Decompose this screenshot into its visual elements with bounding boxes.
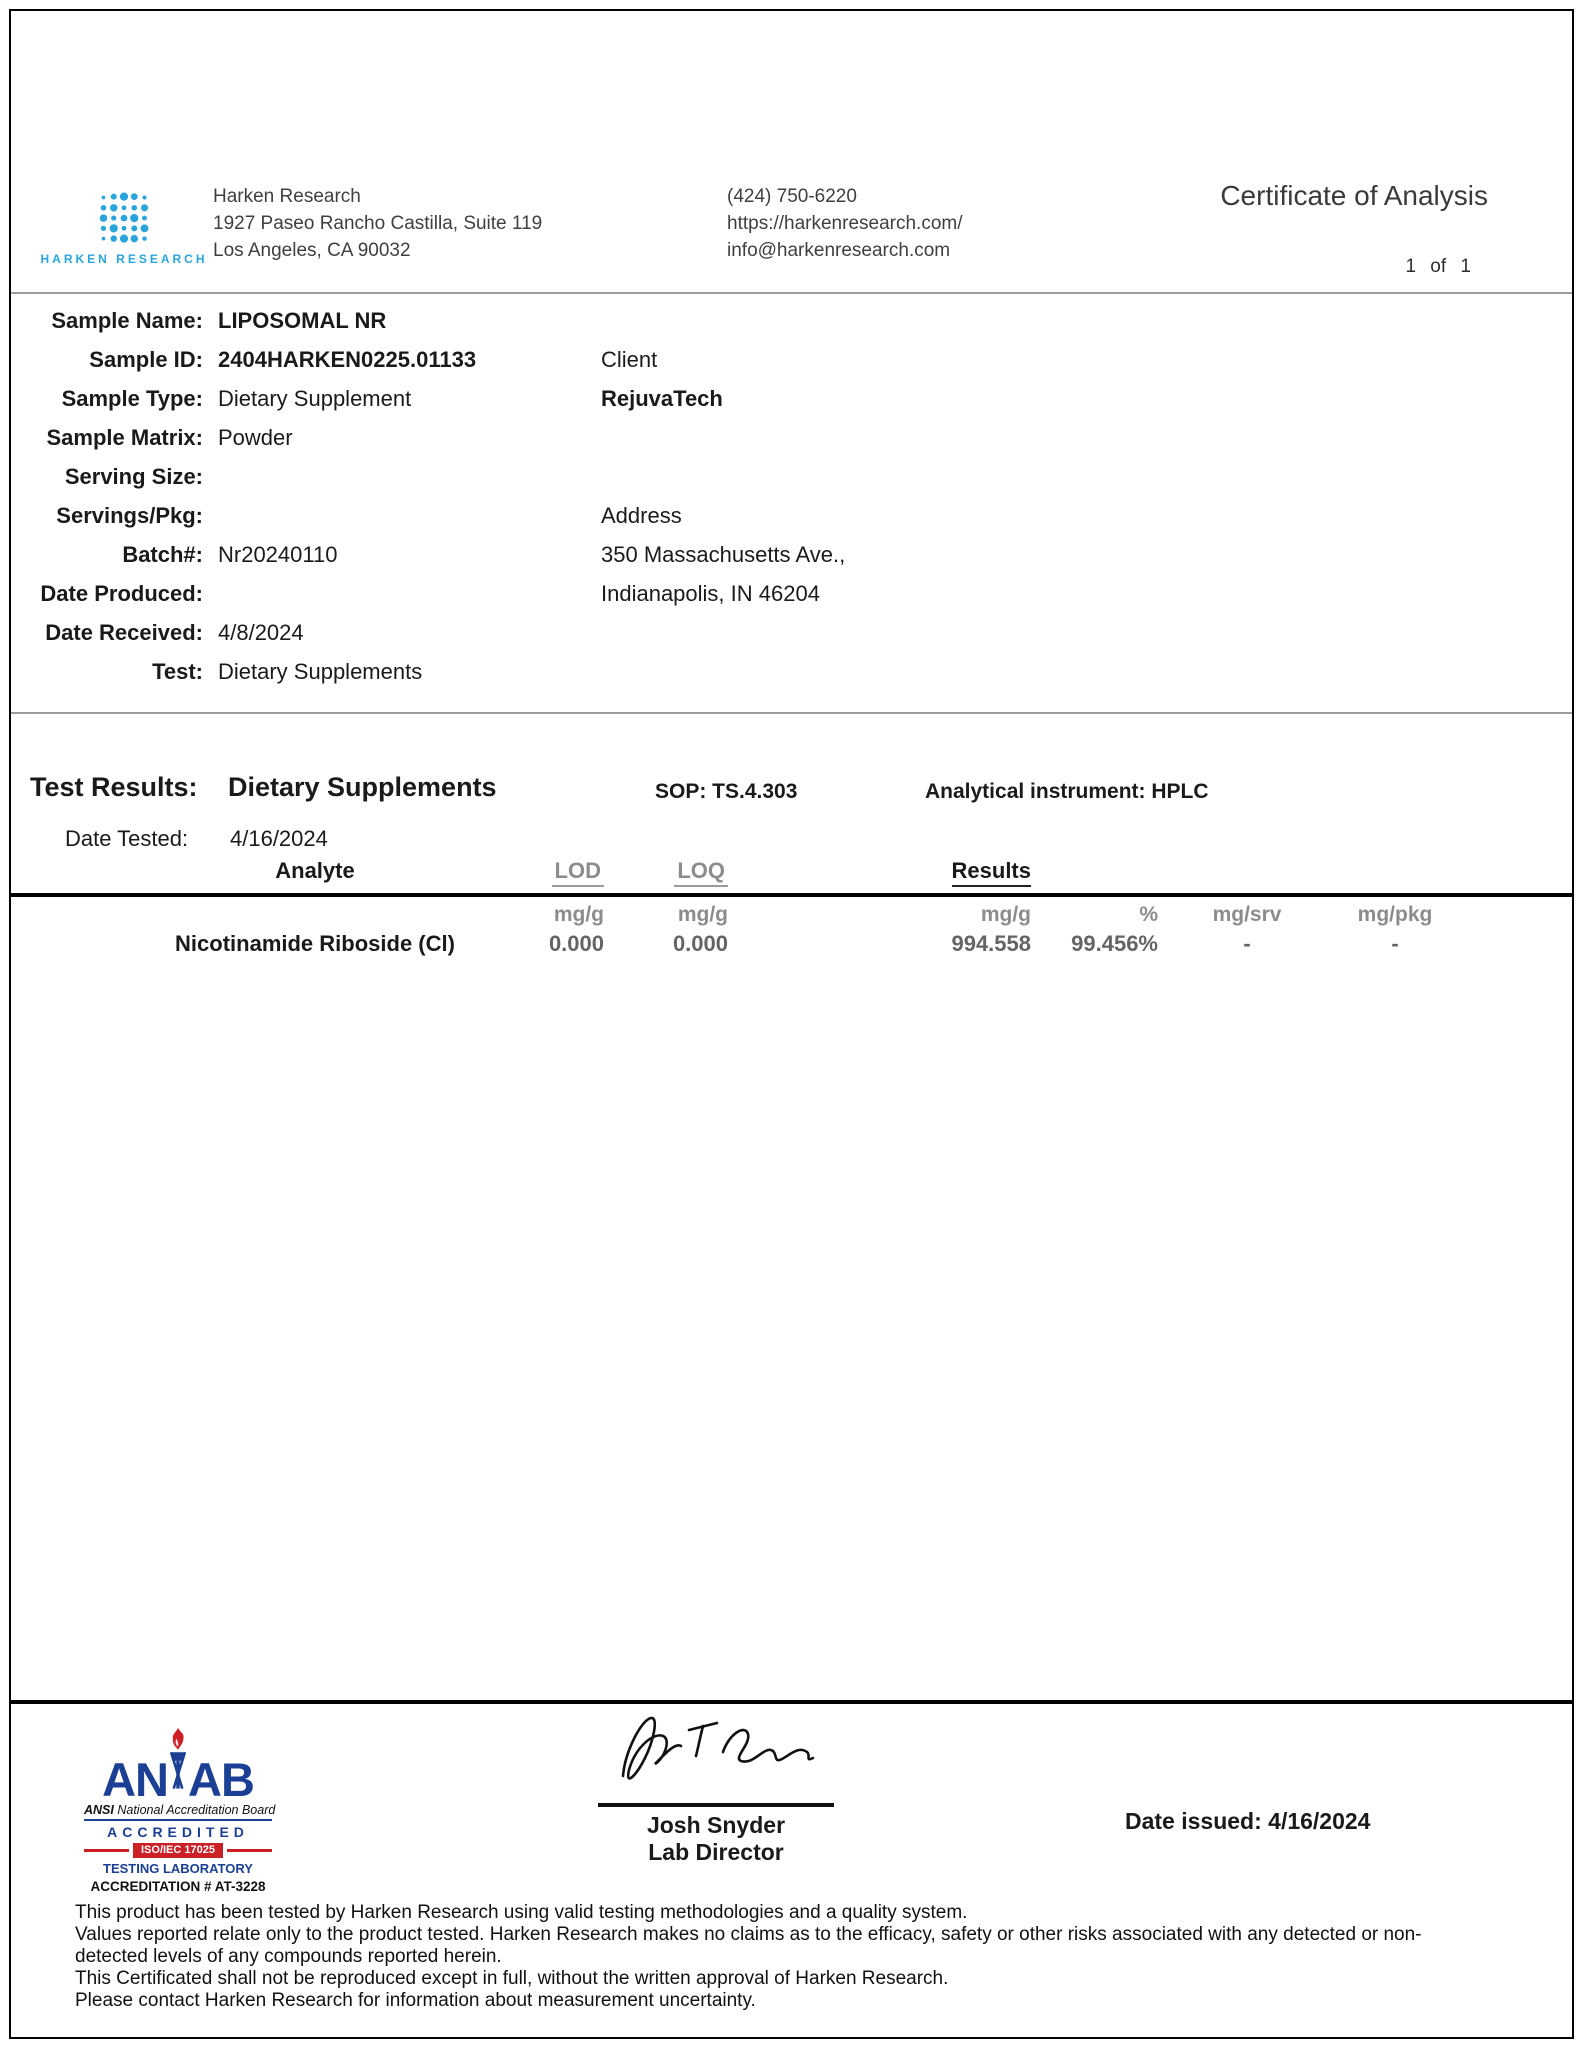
result-mg-value: 994.558 [951, 931, 1031, 956]
empty-header-cell [1037, 858, 1164, 887]
field-value: Dietary Supplements [218, 658, 423, 684]
sample-info-row [0, 418, 1583, 457]
client-name: RejuvaTech [601, 385, 723, 411]
client-address-heading: Address [601, 502, 682, 528]
sample-info-row [0, 613, 1583, 652]
lod-unit: mg/g [553, 903, 604, 926]
lab-address-block [213, 183, 542, 264]
disclaimer-line: Values reported relate only to the product tested. Harken Research makes no claims as to the efficacy, safety or other risks associated with any detected or non-detected levels of any compounds reported herein. [75, 1924, 1422, 1967]
result-percent-unit: % [1139, 903, 1158, 926]
lab-email: info@harkenresearch.com [727, 240, 951, 261]
signature-image [603, 1785, 829, 1802]
disclaimer-line: Please contact Harken Research for information about measurement uncertainty. [75, 1990, 756, 2011]
logo-wordmark: HARKEN RESEARCH [40, 252, 208, 266]
lod-header-text: LOD [552, 858, 604, 887]
sop-reference: SOP: TS.4.303 [655, 780, 798, 803]
ansi-label: ANSI [84, 1803, 114, 1817]
field-value: 4/8/2024 [218, 619, 304, 645]
board-name-text: National Accreditation Board [113, 1803, 276, 1817]
per-serving-value: - [1243, 931, 1251, 956]
field-label: Sample Matrix: [46, 424, 203, 450]
column-header-loq [610, 858, 734, 887]
section-divider [11, 712, 1572, 714]
results-table-header [0, 858, 1460, 887]
loq-unit: mg/g [677, 903, 728, 926]
accredited-label: ACCREDITED [107, 1824, 249, 1840]
field-label: Batch#: [122, 541, 203, 567]
result-percent-value: 99.456% [1071, 931, 1158, 956]
lod-value: 0.000 [548, 931, 604, 956]
lab-name: Harken Research [213, 186, 361, 207]
table-header-rule [11, 893, 1572, 897]
analytical-instrument: Analytical instrument: HPLC [925, 780, 1209, 803]
per-package-value: - [1391, 931, 1399, 956]
date-tested-label: Date Tested: [65, 826, 189, 851]
lab-contact-block [727, 183, 963, 264]
column-header-lod [480, 858, 610, 887]
company-logo [28, 190, 220, 266]
lab-phone: (424) 750-6220 [727, 186, 857, 207]
page-number: 1 of 1 [1405, 256, 1471, 277]
torch-icon [165, 1721, 191, 1804]
signatory-title: Lab Director [648, 1839, 784, 1865]
disclaimer-block [75, 1902, 1425, 2012]
test-results-label: Test Results: [30, 772, 198, 802]
anab-logo [84, 1720, 272, 1807]
client-heading: Client [601, 346, 658, 372]
sample-info-row [0, 379, 1583, 418]
field-value: LIPOSOMAL NR [218, 307, 387, 333]
per-serving-unit: mg/srv [1212, 903, 1282, 926]
sample-info-row [0, 652, 1583, 691]
anab-board-name [84, 1803, 276, 1821]
field-value: Nr20240110 [218, 541, 338, 567]
date-issued: Date issued: 4/16/2024 [1125, 1808, 1371, 1834]
field-value: Dietary Supplement [218, 385, 412, 411]
field-label: Serving Size: [64, 463, 203, 489]
accreditation-number: ACCREDITATION # AT-3228 [90, 1879, 266, 1894]
date-tested-value: 4/16/2024 [230, 826, 328, 851]
sample-info-row [0, 301, 1583, 340]
empty-header-cell [1164, 858, 1330, 887]
empty-header-cell [1330, 858, 1460, 887]
anab-logo-letters-back: AB [188, 1753, 254, 1807]
sample-info-row [0, 457, 1583, 496]
loq-value: 0.000 [672, 931, 728, 956]
sample-info-row [0, 340, 1583, 379]
lab-address-line2: Los Angeles, CA 90032 [213, 240, 411, 261]
loq-header-text: LOQ [674, 858, 728, 887]
iso-rule-right [227, 1849, 272, 1852]
dot-grid-logo-icon [28, 190, 220, 248]
header-divider [11, 292, 1572, 294]
field-label: Sample Name: [51, 307, 203, 333]
test-name: Dietary Supplements [228, 772, 497, 802]
iso-standard-badge: ISO/IEC 17025 [133, 1843, 223, 1858]
lab-address-line1: 1927 Paseo Rancho Castilla, Suite 119 [213, 213, 543, 234]
field-label: Date Produced: [40, 580, 203, 606]
signature-block [598, 1706, 834, 1866]
analyte-name: Nicotinamide Riboside (Cl) [175, 931, 455, 956]
footer-divider [11, 1700, 1572, 1704]
disclaimer-line: This Certificated shall not be reproduced except in full, without the written approval of Harken Research. [75, 1968, 949, 1989]
anab-logo-letters-front: AN [102, 1753, 168, 1807]
column-header-results [734, 858, 1037, 887]
result-mg-unit: mg/g [980, 903, 1031, 926]
disclaimer-line: This product has been tested by Harken Research using valid testing methodologies and a quality system. [75, 1902, 968, 1923]
signature-rule [598, 1803, 834, 1807]
field-label: Sample ID: [89, 346, 203, 372]
per-package-unit: mg/pkg [1357, 903, 1433, 926]
sample-info-row [0, 574, 1583, 613]
signatory-name: Josh Snyder [646, 1812, 786, 1838]
lab-website: https://harkenresearch.com/ [727, 213, 963, 234]
document-title: Certificate of Analysis [1220, 180, 1488, 211]
results-table-units-row [0, 903, 1460, 927]
testing-laboratory-label: TESTING LABORATORY [103, 1861, 253, 1876]
client-address-line1: 350 Massachusetts Ave., [601, 541, 846, 567]
field-label: Sample Type: [61, 385, 203, 411]
field-label: Test: [152, 658, 203, 684]
results-header-text: Results [952, 858, 1031, 887]
column-header-analyte: Analyte [275, 858, 355, 883]
sample-info-row [0, 535, 1583, 574]
sample-info-section [0, 301, 1583, 691]
sample-info-row [0, 496, 1583, 535]
field-label: Servings/Pkg: [56, 502, 203, 528]
field-value: Powder [218, 424, 293, 450]
client-address-line2: Indianapolis, IN 46204 [601, 580, 820, 606]
anab-accreditation-block [84, 1720, 276, 1894]
iso-accreditation-row [84, 1843, 272, 1858]
field-value: 2404HARKEN0225.01133 [218, 346, 477, 372]
iso-rule-left [84, 1849, 129, 1852]
field-label: Date Received: [45, 619, 203, 645]
empty-unit-cell [0, 903, 480, 927]
results-table-data-row [0, 931, 1460, 957]
